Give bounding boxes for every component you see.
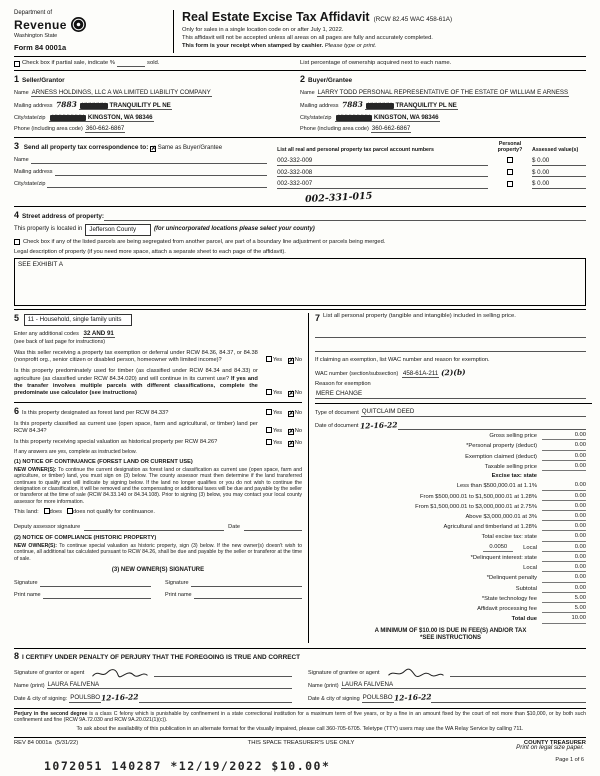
timber-agriculture-question: Is this property predominately used for timber (as classified under RCW 84.34 and 84.33) or agriculture (as classified under RCW 84.34.020) and will continue in its current use? If yes and the transfer involves multiple parcels with different classifications, complete the predominate use calculator (see instructions)	[14, 368, 258, 396]
rev-number: REV 84 0001a	[14, 739, 52, 746]
parcel-row	[277, 180, 586, 189]
s6-q2-no-checkbox[interactable]: ✗	[288, 429, 294, 436]
tax-line-row: Taxable selling price 0.00	[484, 462, 586, 470]
perjury-statement: Perjury in the second degree is a class C felony which is punishable by confinement in a state correctional institution for a maximum term of five years, or by a fine in an amount fixed by the court of not more than $10,000, or by both such confinement and fine (RCW 9A.72.030 and RCW 9A.20.021(1)(c)). To ask about the availability of this publication in an alternate format for the visually impaired, please call 360-705-6705. Teletype (TTY) users may use the WA Relay Service by calling 711.	[14, 708, 586, 733]
new-owner-printname-field-2[interactable]	[194, 591, 302, 599]
grantee-signature-scribble	[384, 668, 448, 679]
tax-line-row: *Delinquent penalty 0.00	[486, 574, 586, 582]
tax-amount[interactable]: 0.00	[542, 453, 586, 461]
notice-continuance-title: (1) NOTICE OF CONTINUANCE (FOREST LAND OR CURRENT USE)	[14, 458, 193, 465]
correspondence-city-field[interactable]	[47, 180, 267, 188]
personal-property-checkbox[interactable]	[507, 157, 513, 163]
seller-phone-label: Phone (including area code)	[14, 126, 83, 133]
if-yes-note: If any answers are yes, complete as instructed below.	[14, 448, 137, 455]
seller-city-value[interactable]: KINGSTON, WA 98346	[87, 113, 153, 121]
section-5-number: 5	[14, 313, 20, 324]
ownership-percent-note: List percentage of ownership acquired next to each name.	[300, 59, 452, 66]
correspondence-address-label: Mailing address	[14, 169, 53, 176]
partial-sale-sold-label: sold.	[147, 59, 160, 66]
county-treasurer-label: COUNTY TREASURER	[523, 739, 586, 746]
deputy-assessor-label: Deputy assessor signature	[14, 524, 81, 531]
tax-amount[interactable]: 0.00	[542, 503, 586, 511]
buyer-city-crossed-out: XXXXXXXX	[338, 114, 371, 121]
tax-line-row: Subtotal 0.00	[515, 584, 586, 592]
tax-amount[interactable]: 0.00	[542, 432, 586, 440]
correspondence-heading: Send all property tax correspondence to:	[23, 143, 149, 151]
q1-no-checkbox[interactable]: ✗	[288, 358, 294, 365]
wac-number-label: WAC number (section/subsection)	[315, 370, 399, 377]
assessed-value[interactable]: $ 0.00	[532, 180, 586, 189]
notice-continuance-text: NEW OWNER(S): To continue the current designation as forest land or classification as current use (open space, farm and agriculture, or timber) land, you must sign on (3) below. The county assessor must then determine if the land transferred continues to qualify and will indicate by signing below. If the land no longer qualifies or you do not wish to continue the designation or classification, it will be removed and the compensating or additional taxes will be due and payable by the seller or transferor at the time of sale (RCW 84.33.140 or 84.34.108). Prior to signing (3) below, you may contact your local county assessor for more information.	[14, 466, 302, 505]
tax-line-row: Less than $500,000.01 at 1.1% 0.00	[456, 482, 586, 490]
grantor-city-value[interactable]: POULSBO	[70, 694, 101, 702]
tax-amount[interactable]: 0.00	[542, 554, 586, 562]
tax-line-row: Agricultural and timberland at 1.28% 0.00	[443, 523, 586, 531]
section-personal-property	[308, 313, 586, 643]
section-3-number: 3	[14, 140, 20, 151]
header-note-2: This affidavit will not be accepted unless all areas on all pages are fully and accurately completed.	[182, 34, 433, 41]
personal-property-checkbox[interactable]	[507, 169, 513, 175]
this-land-label: This land:	[14, 508, 39, 515]
tax-line-row: *Delinquent interest: state 0.00	[470, 553, 586, 561]
buyer-phone-label: Phone (including area code)	[300, 126, 369, 133]
rev-date: (5/31/22)	[54, 739, 79, 746]
assessed-value-header: Assessed value(s)	[532, 147, 579, 154]
tax-line-row: 0.0050 Local 0.00	[315, 544, 586, 552]
tax-line-row: Above $3,000,000.01 at 3% 0.00	[465, 512, 586, 520]
section-divider	[14, 56, 586, 57]
q2-yes-checkbox[interactable]	[266, 389, 272, 395]
grantor-date-label: Date & city of signing:	[14, 695, 68, 702]
segregated-label: Check box if any of the listed parcels are being segregated from another parcel, are part of a boundary line adjustment or parcels being merged.	[23, 238, 386, 245]
property-heading: Street address of property:	[22, 213, 105, 221]
q2-no-checkbox[interactable]: ✗	[288, 390, 294, 397]
tax-amount[interactable]: 5.00	[542, 605, 586, 613]
certify-heading: I CERTIFY UNDER PENALTY OF PERJURY THAT THE FOREGOING IS TRUE AND CORRECT	[22, 654, 301, 662]
s6-q1-yes-checkbox[interactable]	[266, 409, 272, 415]
same-as-buyer-checkbox[interactable]: ✗	[151, 145, 157, 152]
tax-amount[interactable]: 0.00	[542, 544, 586, 552]
tax-line-row: Excise tax: state	[491, 473, 537, 480]
grantee-name-label: Name (print)	[308, 682, 339, 689]
notice-compliance-text: NEW OWNER(S): To continue special valuation as historic property, sign (3) below. If the new owner(s) doesn't wish to continue, all additional tax calculated pursuant to RCW 84.26, shall be due and payable by the seller or transferor at the time of sale.	[14, 543, 302, 562]
section-seller	[14, 74, 300, 134]
parcel-row	[277, 169, 586, 178]
correspondence-name-label: Name	[14, 157, 29, 164]
buyer-address-handwritten: 7883	[342, 99, 364, 110]
tax-amount[interactable]: 0.00	[542, 523, 586, 531]
q1-yes-checkbox[interactable]	[266, 356, 272, 362]
seller-city-label: City/state/zip	[14, 114, 46, 121]
tax-amount[interactable]: 0.00	[542, 442, 586, 450]
section-divider	[315, 403, 592, 404]
grantor-signature-label: Signature of grantor or agent	[14, 669, 85, 676]
page-number: Page 1 of 6	[555, 757, 584, 764]
forest-land-question: Is this property designated as forest land per RCW 84.33?	[22, 409, 169, 416]
section-correspondence	[14, 141, 277, 203]
deputy-date-label: Date	[228, 524, 240, 531]
grantor-signature-field[interactable]	[154, 669, 292, 677]
agency-state-line: Washington State	[14, 32, 58, 39]
tax-amount[interactable]: 0.00	[542, 564, 586, 572]
grantor-name-value[interactable]: LAURA FALIVENA	[47, 680, 100, 688]
personal-property-header: Personal property?	[497, 140, 523, 154]
s6-q3-yes-checkbox[interactable]	[266, 439, 272, 445]
grantee-signature-field[interactable]	[450, 669, 586, 677]
grantee-signature-label: Signature of grantee or agent	[308, 669, 380, 676]
section-property	[14, 210, 586, 306]
reason-exemption-label: Reason for exemption	[315, 381, 371, 388]
buyer-address-value[interactable]: TRANQUILITY PL NE	[395, 102, 457, 110]
located-label: This property is located in	[14, 226, 83, 233]
section-divider	[14, 70, 586, 71]
seller-heading: Seller/Grantor	[22, 77, 65, 85]
dor-seal-icon	[71, 17, 86, 32]
doc-date-value[interactable]: 12-16-22	[360, 420, 399, 431]
land-use-code-select[interactable]: 11 - Household, single family units	[24, 314, 133, 326]
parcel-numbers-header: List all real and personal property tax parcel account numbers	[277, 147, 435, 154]
header-note-3: This form is your receipt when stamped by cashier. Please type or print.	[182, 43, 377, 50]
legal-description-box[interactable]	[14, 258, 586, 306]
tax-amount[interactable]: 0.00	[542, 482, 586, 490]
partial-sale-checkbox[interactable]	[14, 61, 20, 67]
tax-line-row: From $500,000.01 to $1,500,000.01 at 1.28% 0.00	[420, 492, 586, 500]
buyer-heading: Buyer/Grantee	[308, 77, 353, 85]
deputy-date-field[interactable]	[244, 523, 302, 531]
alt-format-note: To ask about the availability of this publication in an alternate format for the visually impaired, please call 360-705-6705. Teletype (TTY) users may use the WA Relay Service by calling 711.	[76, 725, 524, 732]
seller-city-crossed-out: XXXXXXXX	[52, 114, 85, 121]
section-7-number: 7	[315, 313, 321, 324]
legal-description-label: Legal description of property (if you need more space, attach a separate sheet to each page of the affidavit).	[14, 249, 286, 256]
section-1-number: 1	[14, 74, 20, 85]
grantor-date-value[interactable]: 12-16-22	[100, 692, 139, 704]
footer	[14, 737, 586, 747]
tax-amount[interactable]: 0.00	[542, 585, 586, 593]
s6-q3-no-checkbox[interactable]: ✗	[288, 441, 294, 448]
new-owner-signature-field-2[interactable]	[191, 579, 302, 587]
personal-property-checkbox[interactable]	[507, 181, 513, 187]
buyer-name-value[interactable]: LARRY TODD PERSONAL REPRESENTATIVE OF THE ESTATE OF WILLIAM E ARNESS	[317, 88, 569, 96]
agency-logo-text	[14, 10, 67, 39]
buyer-city-value[interactable]: KINGSTON, WA 98346	[373, 113, 439, 121]
buyer-address-crossed-out: XXXXXX	[367, 103, 392, 110]
same-as-buyer-label: Same as Buyer/Grantee	[157, 144, 223, 151]
form-number: Form 84 0001a	[14, 43, 67, 53]
section-8-number: 8	[14, 651, 20, 662]
s6-q2-yes-checkbox[interactable]	[266, 427, 272, 433]
tax-line-row: From $1,500,000.01 to $3,000,000.01 at 2.75% 0.00	[415, 502, 586, 510]
agency-block	[14, 10, 174, 53]
section-divider	[14, 309, 586, 310]
personal-property-heading: List all personal property (tangible and intangible) included in selling price.	[323, 313, 516, 320]
tax-amount[interactable]: 5.00	[542, 595, 586, 603]
tax-amount[interactable]: 0.00	[542, 463, 586, 471]
parcel-table	[277, 140, 586, 206]
s6-q1-no-checkbox[interactable]: ✗	[288, 411, 294, 418]
new-owners-signature-title: (3) NEW OWNER(S) SIGNATURE	[111, 567, 205, 574]
rcw-reference: (RCW 82.45 WAC 458-61A)	[373, 16, 453, 23]
historic-property-question: Is this property receiving special valuation as historical property per RCW 84.26?	[14, 439, 218, 446]
section-6-number: 6	[14, 405, 20, 416]
seller-address-handwritten: 7883	[56, 99, 78, 110]
seller-address-crossed-out: XXXXXX	[81, 103, 106, 110]
legal-paper-note: Print on legal size paper.	[516, 744, 584, 752]
county-select[interactable]: Jefferson County	[85, 224, 151, 236]
personal-property-field[interactable]	[315, 329, 586, 338]
personal-property-field-2[interactable]	[315, 343, 586, 352]
section-buyer	[300, 74, 586, 134]
header	[14, 10, 586, 53]
treasurer-stamp: 1072051 140287 *12/19/2022 $10.00*	[44, 758, 331, 773]
doc-type-label: Type of document	[315, 409, 359, 416]
tax-line-row: Total due 10.00	[511, 615, 586, 623]
agency-dept-line: Department of	[14, 10, 53, 16]
partial-sale-label: Check box if partial sale, indicate %	[22, 59, 115, 66]
seller-address-label: Mailing address	[14, 103, 53, 110]
page-title: Real Estate Excise Tax Affidavit	[182, 10, 370, 24]
exemption-deferral-question: Was this seller receiving a property tax exemption or deferral under RCW 84.36, 84.37, or 84.38 (nonprofit org., senior citizen or disabled person, homeowner with limited income)?	[14, 350, 258, 364]
treasurer-space-label: THIS SPACE TREASURER'S USE ONLY	[247, 739, 355, 746]
legal-description-value: SEE EXHIBIT A	[18, 261, 63, 269]
segregated-checkbox[interactable]	[14, 239, 20, 245]
additional-codes-note: (see back of last page for instructions)	[14, 339, 106, 346]
agency-name: Revenue	[14, 17, 67, 32]
seller-phone-value[interactable]: 360-662-6867	[85, 125, 125, 133]
header-note-1: Only for sales in a single location code on or after July 1, 2022.	[182, 26, 344, 33]
parcel-row	[277, 157, 586, 166]
buyer-name-label: Name	[300, 89, 315, 96]
located-note: (for unincorporated locations please select your county)	[154, 226, 315, 233]
section-2-number: 2	[300, 74, 306, 85]
seller-name-label: Name	[14, 89, 29, 96]
wac-number-value[interactable]: 458-61A-211	[402, 369, 439, 377]
correspondence-address-field[interactable]	[55, 168, 268, 176]
parcel-number-value[interactable]: 002-332-007	[277, 180, 488, 189]
tax-amount[interactable]: 0.00	[542, 513, 586, 521]
assessed-value[interactable]: $ 0.00	[532, 157, 586, 166]
partial-sale-percent-field[interactable]	[117, 60, 145, 67]
section-certify	[14, 648, 586, 703]
tax-line-row: Exemption claimed (deduct) 0.00	[465, 452, 586, 460]
current-use-question: Is this property classified as current use (open space, farm and agricultural, or timber) land per RCW 84.34?	[14, 421, 258, 435]
street-address-field[interactable]	[104, 213, 586, 221]
doc-date-label: Date of document	[315, 423, 359, 430]
parcel-number-handwritten: 002-331-015	[304, 190, 373, 206]
correspondence-name-field[interactable]	[31, 156, 267, 164]
additional-codes-value[interactable]: 32 AND 91	[83, 329, 114, 337]
section-landuse: 5 11 - Household, single family units Enter any additional codes 32 AND 91 (see back of last page for instructions) Was this seller receiving a property tax exemption or deferral under RCW 84.36, 84.37, or 84.38 (nonprofit org., senior citizen or disabled person, homeowner with limited income)? Yes ✗No Is this property predominately used for timber (as classified under RCW 84.34 and 84.33) or agriculture (as classified under RCW 84.34.020) and will continue in its current use? If yes and the transfer involves multiple parcels with different classifications, complete the predominate use calculator (see instructions) Yes ✗No	[14, 313, 302, 397]
tax-line-row: *Personal property (deduct) 0.00	[466, 442, 586, 450]
local-rate-value[interactable]: 0.0050	[483, 544, 513, 552]
correspondence-city-label: City/state/zip	[14, 181, 46, 188]
new-owner-printname-field[interactable]	[43, 591, 151, 599]
wac-number-handwritten: (2)(b)	[440, 367, 466, 378]
minimum-due-note: A MINIMUM OF $10.00 IS DUE IN FEE(S) AND/OR TAX *SEE INSTRUCTIONS	[374, 627, 527, 642]
partial-sale-row	[14, 60, 586, 67]
section-divider	[14, 137, 586, 138]
reason-exemption-value[interactable]: MERE CHANGE	[316, 390, 363, 398]
assessed-value[interactable]: $ 0.00	[532, 169, 586, 178]
deputy-assessor-signature-field[interactable]	[84, 523, 224, 531]
tax-amount[interactable]: 0.00	[542, 533, 586, 541]
section-divider	[14, 206, 586, 207]
parcel-number-value[interactable]: 002-332-009	[277, 157, 488, 166]
buyer-phone-value[interactable]: 360-662-6867	[371, 125, 411, 133]
buyer-address-label: Mailing address	[300, 103, 339, 110]
tax-amount[interactable]: 0.00	[542, 493, 586, 501]
tax-line-row: Affidavit processing fee 5.00	[477, 605, 586, 613]
tax-line-row: *State technology fee 5.00	[481, 594, 586, 602]
grantee-name-value[interactable]: LAURA FALIVENA	[341, 680, 394, 688]
tax-amount[interactable]: 0.00	[542, 574, 586, 582]
grantor-signature-scribble	[88, 668, 152, 679]
grantee-date-label: Date & city of signing	[308, 695, 360, 702]
exemption-note: If claiming an exemption, list WAC number and reason for exemption.	[315, 357, 490, 364]
parcel-number-value[interactable]: 002-332-008	[277, 169, 488, 178]
grantor-name-label: Name (print)	[14, 682, 45, 689]
seller-address-value[interactable]: TRANQUILITY PL NE	[109, 102, 171, 110]
notice-compliance-title: (2) NOTICE OF COMPLIANCE (HISTORIC PROPERTY)	[14, 535, 157, 542]
tax-amount[interactable]: 10.00	[542, 615, 586, 623]
additional-codes-label: Enter any additional codes	[14, 330, 79, 337]
tax-line-row: Local 0.00	[523, 564, 586, 572]
doc-type-value[interactable]: QUITCLAIM DEED	[361, 407, 415, 415]
tax-line-row: Gross selling price 0.00	[489, 432, 586, 440]
section-forestland: 6 Is this property designated as forest land per RCW 84.33? Yes ✗No Is this property classified as current use (open space, farm and agricultural, or timber) land per RCW 84.34? Yes ✗No Is this property receiving special valuation as historical property per RCW 84.26? Yes ✗No If any answers are yes, complete as instructed below. (1) NOTICE OF CONTINUANCE (FOREST LAND OR CURRENT USE) NEW OWNER(S): To continue the current designation as forest land or classification as current use (open space, farm and agriculture, or timber) land, you must sign on (3) below. The county assessor must then determine if the land transferred continues to qualify and will indicate by signing below. If the land no longer qualifies or you do not wish to continue the designation or classification, it will be removed and the compensating or additional taxes will be due and payable by the seller or transferor at the time of sale (RCW 84.33.140 or 84.34.108). Prior to signing (3) below, you may contact your local county assessor for more information. This land: does does not qualify for continuance. Deputy assessor signature Date (2) NOTICE OF COMPLIANCE (HISTORIC PROPERTY) NEW OWNER(S): To continue special valuation as historic property, sign (3) below. If the new owner(s) doesn't wish to continue, all additional tax calculated pursuant to RCW 84.26, shall be due and payable by the seller or transferor at the time of sale. (3) NEW OWNER(S) SIGNATURE Signature Print name Signature Print name	[14, 402, 302, 599]
buyer-city-label: City/state/zip	[300, 114, 332, 121]
section-4-number: 4	[14, 209, 20, 220]
tax-line-row: Total excise tax: state 0.00	[481, 533, 586, 541]
seller-name-value[interactable]: ARNESS HOLDINGS, LLC A WA LIMITED LIABILITY COMPANY	[31, 88, 211, 96]
grantee-date-value[interactable]: 12-16-22	[393, 692, 432, 704]
new-owner-signature-field[interactable]	[40, 579, 151, 587]
grantee-city-value[interactable]: POULSBO	[362, 694, 393, 702]
